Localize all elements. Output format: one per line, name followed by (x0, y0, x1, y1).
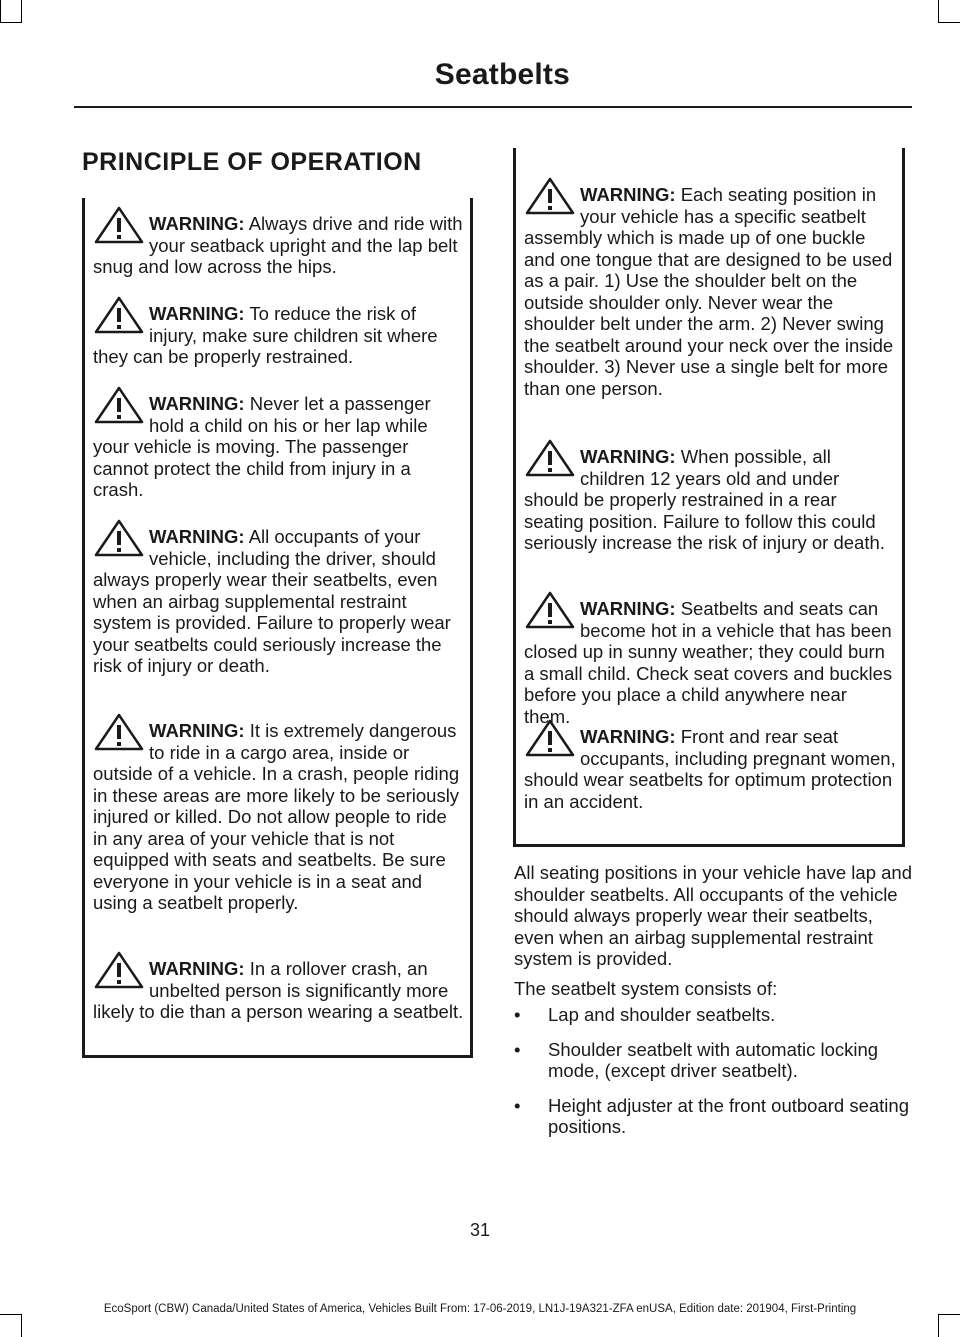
warning-triangle-icon (93, 205, 145, 245)
warning-text: All occupants of your vehicle, including the driver, should always properly wear their seatbelts, even when an airbag supplemental restraint system is provided. Failure to properly wear your seatbelts could seriously increase the risk of injury or death. (93, 526, 451, 676)
warning-item (524, 726, 896, 812)
warning-box-left (82, 198, 473, 1058)
warning-triangle-icon (93, 385, 145, 425)
warning-label: WARNING: (580, 184, 676, 205)
warning-triangle-icon (93, 518, 145, 558)
warning-item (93, 958, 464, 1023)
list-item-text: Shoulder seatbelt with automatic locking mode, (except driver seatbelt). (548, 1038, 879, 1081)
warning-label: WARNING: (149, 303, 245, 324)
list-item (514, 1004, 912, 1026)
warning-text: Never let a passenger hold a child on his or her lap while your vehicle is moving. The passenger cannot protect the child from injury in a crash. (93, 393, 431, 500)
warning-text: Each seating position in your vehicle has a specific seatbelt assembly which is made up of one buckle and one tongue that are designed to be used as a pair. 1) Use the shoulder belt on the outside shoulder only. Never wear the shoulder belt under the arm. 2) Never swing the seatbelt around your neck over the inside shoulder. 3) Never use a single belt for more than one person. (524, 184, 894, 399)
warning-item (93, 213, 464, 278)
warning-item (93, 720, 464, 914)
warning-label: WARNING: (580, 726, 676, 747)
warning-triangle-icon (524, 176, 576, 216)
crop-mark (938, 0, 939, 22)
list-item-text: Lap and shoulder seatbelts. (548, 1004, 776, 1025)
warning-label: WARNING: (149, 526, 245, 547)
crop-mark (21, 1315, 22, 1337)
crop-mark (938, 1315, 939, 1337)
warning-text: Always drive and ride with your seatback upright and the lap belt snug and low across the hips. (93, 213, 463, 277)
warning-label: WARNING: (580, 446, 676, 467)
bullet-marker: • (514, 1004, 521, 1025)
warning-text: When possible, all children 12 years old and under should be properly restrained in a rear seating position. Failure to follow this could seriously increase the risk of injury or death. (524, 446, 885, 553)
warning-text: Seatbelts and seats can become hot in a vehicle that has been closed up in sunny weather; they could burn a small child. Check seat covers and buckles before you place a child anywhere near them. (524, 598, 893, 727)
warning-label: WARNING: (149, 213, 245, 234)
warning-triangle-icon (524, 590, 576, 630)
warning-text: In a rollover crash, an unbelted person is significantly more likely to die than a person wearing a seatbelt. (93, 958, 464, 1022)
warning-box-right (513, 148, 905, 847)
crop-mark (21, 0, 22, 22)
warning-label: WARNING: (149, 393, 245, 414)
crop-mark (938, 22, 960, 23)
warning-triangle-icon (93, 712, 145, 752)
section-heading: PRINCIPLE OF OPERATION (82, 148, 422, 176)
list-item (514, 1095, 912, 1138)
crop-mark (0, 0, 1, 22)
list-item (514, 1039, 912, 1082)
warning-text: Front and rear seat occupants, including pregnant women, should wear seatbelts for optimum protection in an accident. (524, 726, 896, 812)
warning-label: WARNING: (149, 720, 245, 741)
body-paragraph: All seating positions in your vehicle have lap and shoulder seatbelts. All occupants of the vehicle should always properly wear their seatbelts, even when an airbag supplemental restraint system is provided. (514, 862, 912, 969)
warning-triangle-icon (524, 718, 576, 758)
bullet-marker: • (514, 1094, 521, 1116)
warning-item (524, 184, 896, 399)
warning-item (524, 446, 896, 554)
bullet-marker: • (514, 1038, 521, 1060)
warning-text: It is extremely dangerous to ride in a cargo area, inside or outside of a vehicle. In a crash, people riding in these areas are more likely to be seriously injured or killed. Do not allow people to ride in any area of your vehicle that is not equipped with seats and seatbelts. Be sure everyone in your vehicle is in a seat and using a seatbelt properly. (93, 720, 460, 913)
warning-item (524, 598, 896, 727)
footer-text: EcoSport (CBW) Canada/United States of America, Vehicles Built From: 17-06-2019, LN1J-19A321-ZFA enUSA, Edition date: 201904, First-Printing (103, 1303, 857, 1315)
page-title: Seatbelts (434, 58, 570, 91)
page-number: 31 (469, 1220, 491, 1240)
warning-label: WARNING: (580, 598, 676, 619)
warning-label: WARNING: (149, 958, 245, 979)
warning-triangle-icon (93, 295, 145, 335)
warning-text: To reduce the risk of injury, make sure children sit where they can be properly restrained. (93, 303, 438, 367)
body-paragraph: The seatbelt system consists of: (514, 978, 778, 999)
warning-triangle-icon (524, 438, 576, 478)
bullet-list (514, 1004, 912, 1151)
warning-triangle-icon (93, 950, 145, 990)
warning-item (93, 393, 464, 501)
list-item-text: Height adjuster at the front outboard seating positions. (548, 1094, 909, 1137)
warning-item (93, 303, 464, 368)
crop-mark (0, 22, 22, 23)
header-divider (74, 106, 912, 108)
warning-item (93, 526, 464, 677)
